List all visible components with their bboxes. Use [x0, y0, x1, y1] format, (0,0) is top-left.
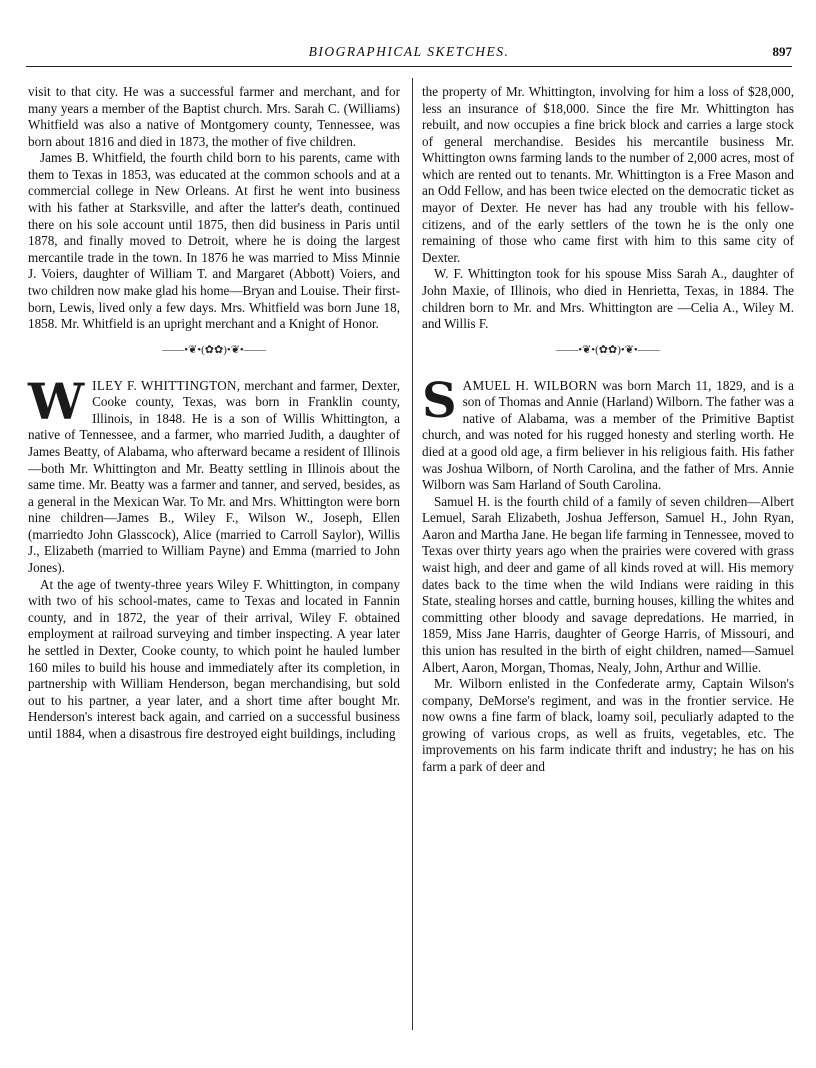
wilborn-paragraph-1 — [422, 372, 794, 494]
wilborn-paragraph-1-text: was born March 11, 1829, and is a son of Thomas and Annie (Harland) Wilborn. The father was a native of Alabama, was a member of the Primitive Baptist church, and was noted for his rugged honesty and sterling worth. He died at a good old age, a firm believer in his religious faith. His father was Joshua Wilborn, of North Carolina, and the father of Mrs. Annie Wilborn was Sam Harland of South Carolina. — [422, 377, 794, 493]
sketch-name-whittington: ILEY F. WHITTINGTON, — [92, 377, 241, 393]
wilborn-paragraph-2: Samuel H. is the fourth child of a family of seven children—Albert Lemuel, Sarah Elizabeth, Joshua Jefferson, Samuel H., John Ryan, Aaron and Martha Jane. He began life farming in Tennessee, moved to Texas over thirty years ago when the prairies were covered with grass waist high, and deer and game of all kinds roved at will. His memory dates back to the time when the wild Indians were raiding in this State, stealing horses and cattle, burning houses, killing the whites and committing other bloody and savage depredations. He married, in 1859, Miss Jane Harris, daughter of George Harris, of Missouri, and this union has resulted in the birth of eight children, named—Samuel Albert, Aaron, Morgan, Thomas, Nealy, John, Arthur and Willie. — [422, 493, 794, 675]
wilborn-paragraph-3: Mr. Wilborn enlisted in the Confederate army, Captain Wilson's company, DeMorse's regiment, and was in the frontier service. He now owns a fine farm of black, loamy soil, peculiarly adapted to the growing of various crops, as well as fruits, vegetables, etc. The improvements on his farm indicate thrift and industry; he has on his farm a park of deer and — [422, 676, 794, 774]
column-divider — [412, 78, 413, 1030]
drop-cap-s: S — [422, 372, 457, 429]
whittington-paragraph-1 — [28, 371, 400, 577]
whitfield-paragraph-2: James B. Whitfield, the fourth child born to his parents, came with them to Texas in 1853, was educated at the common schools and at a commercial college in New Orleans. At first he went into business with his father at Starksville, and after the latter's death, continued there on his sole account until 1875, then did business in Paris until 1878, and finally moved to Detroit, where he is doing the largest mercantile trade in the town. In 1876 he was married to Miss Minnie J. Voiers, daughter of William T. and Margaret (Abbott) Voiers, and two children now make glad his home—Bryan and Louise. Their first-born, Lewis, lived only a few days. Mrs. Whitfield was born June 18, 1858. Mr. Whitfield is an upright merchant and a Knight of Honor. — [28, 150, 400, 332]
page-number: 897 — [772, 44, 792, 59]
right-column — [422, 84, 794, 776]
running-head: BIOGRAPHICAL SKETCHES. — [308, 44, 510, 59]
whittington-paragraph-2: At the age of twenty-three years Wiley F. Whittington, in company with two of his school-mates, came to Texas and located in Fannin county, and in 1872, the year of their arrival, Wiley F. obtained employment at railroad surveying and timber inspecting. A year later he settled in Dexter, Cooke county, to which point he hauled lumber 160 miles to build his house and immediately after its completion, in partnership with William Henderson, began merchandising, but sold out to his partner, a year later, and a short time after bought Mr. Henderson's interest back again, and carried on a successful business until 1884, when a disastrous fire destroyed eight buildings, including — [28, 576, 400, 741]
whitfield-paragraph-1: visit to that city. He was a successful farmer and merchant, and for many years a member of the Baptist church. Mrs. Sarah C. (Williams) Whitfield was also a native of Montgomery county, Tennessee, was born about 1816 and died in 1873, the mother of five children. — [28, 84, 400, 149]
whittington-paragraph-1-text: merchant and farmer, Dexter, Cooke county, Texas, was born in Franklin county, Illinois, in 1848. He is a son of Willis Whittington, a native of Tennessee, and a farmer, who married Judith, a daughter of James Beatty, of Alabama, who afterward became a resident of Illinois—both Mr. Whittington and Mr. Beatty settling in Illinois about the same time. Mr. Beatty was a farmer and tanner, and served, besides, as a general in the Mexican War. To Mr. and Mrs. Whittington were born nine children—James B., Wiley F., Wilson W., Joseph, Ellen (marriedto John Glasscock), Alice (married to Carroll Saylor), Willis J., Elizabeth (married to William Payne) and Emma (married to John Jones). — [28, 377, 400, 576]
sketch-name-wilborn: AMUEL H. WILBORN — [462, 377, 598, 393]
whittington-paragraph-4: W. F. Whittington took for his spouse Miss Sarah A., daughter of John Maxie, of Illinois, who died in Henrietta, Texas, in 1884. The children born to Mr. and Mrs. Whittington are —Celia A., Wiley M. and Willis F. — [422, 266, 794, 332]
left-column — [28, 84, 400, 742]
page-header — [26, 44, 792, 67]
section-ornament: ——•❦•(✿✿)•❦•—— — [162, 343, 266, 356]
section-ornament: ——•❦•(✿✿)•❦•—— — [556, 343, 660, 356]
whittington-paragraph-3: the property of Mr. Whittington, involving for him a loss of $28,000, less an insurance of $18,000. Since the fire Mr. Whittington has rebuilt, and now occupies a fine brick block and carries a large stock of general merchandise. Besides his mercantile business Mr. Whittington owns farming lands to the number of 2,000 acres, most of which are rented out to tenants. Mr. Whittington is a Free Mason and an Odd Fellow, and has been twice elected on the democratic ticket as mayor of Dexter. He never has had any trouble with his fellow-citizens, and of the early settlers of the town he is the only one remaining of those who came first with him to this same city of Dexter. — [422, 84, 794, 265]
drop-cap-w: W — [28, 371, 85, 431]
